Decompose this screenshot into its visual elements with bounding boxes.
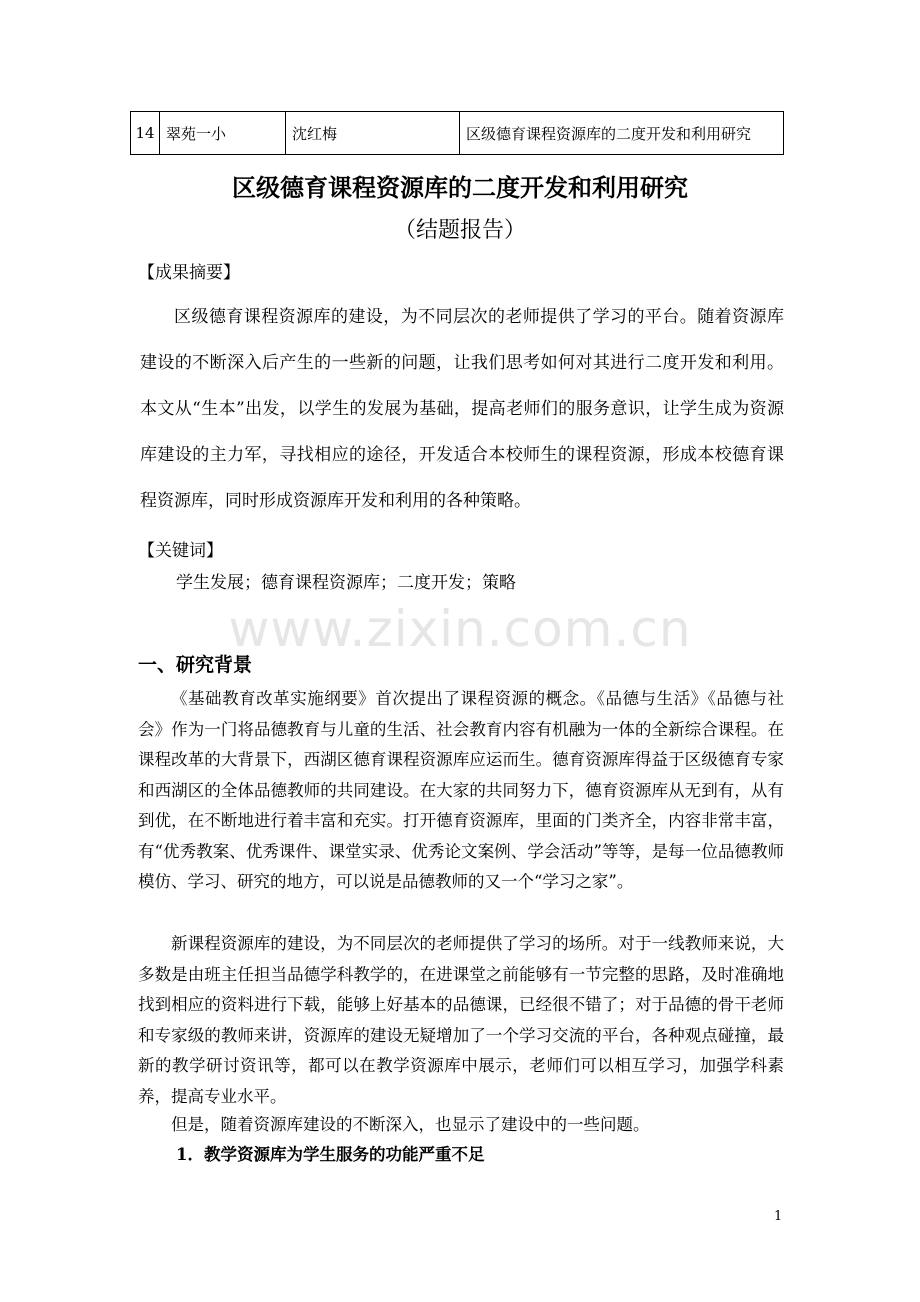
page-number: 1 xyxy=(774,1209,783,1224)
watermark: www.zixin.com.cn xyxy=(228,600,692,658)
topic-cell: 区级德育课程资源库的二度开发和利用研究 xyxy=(460,112,784,155)
paragraph-2: 新课程资源库的建设，为不同层次的老师提供了学习的场所。对于一线教师来说，大多数是由班主任担当品德学科教学的，在进课堂之前能够有一节完整的思路，及时准确地找到相应的资料进行下载，能够上好基本的品德课，已经很不错了；对于品德的骨干老师和专家级的教师来讲，资源库的建设无疑增加了一个学习交流的平台，各种观点碰撞，最新的教学研讨资讯等，都可以在教学资源库中展示，老师们可以相互学习，加强学科素养，提高专业水平。 xyxy=(138,934,784,1106)
report-subtitle: （结题报告） xyxy=(393,218,526,243)
abstract-label: 【成果摘要】 xyxy=(138,263,240,283)
abstract-text: 区级德育课程资源库的建设，为不同层次的老师提供了学习的平台。随着资源库建设的不断深入后产生的一些新的问题，让我们思考如何对其进行二度开发和利用。本文从“生本”出发，以学生的发展为基础，提高老师们的服务意识，让学生成为资源库建设的主力军，寻找相应的途径，开发适合本校师生的课程资源，形成本校德育课程资源库，同时形成资源库开发和利用的各种策略。 xyxy=(140,307,784,511)
project-number-cell: 14 xyxy=(131,112,160,155)
section-heading-background: 一、研究背景 xyxy=(138,654,253,676)
table-row xyxy=(131,112,784,155)
paragraph-1: 《基础教育改革实施纲要》首次提出了课程资源的概念。《品德与生活》《品德与社会》作为一门将品德教育与儿童的生活、社会教育内容有机融为一体的全新综合课程。在课程改革的大背景下，西湖区德育课程资源库应运而生。德育资源库得益于区级德育专家和西湖区的全体品德教师的共同建设。在大家的共同努力下，德育资源库从无到有，从有到优，在不断地进行着丰富和充实。打开德育资源库，里面的门类齐全，内容非常丰富，有“优秀教案、优秀课件、课堂实录、优秀论文案例、学会活动”等等，是每一位品德教师模仿、学习、研究的地方，可以说是品德教师的又一个“学习之家”。 xyxy=(138,689,784,891)
report-title: 区级德育课程资源库的二度开发和利用研究 xyxy=(232,174,688,202)
paragraph-3: 但是，随着资源库建设的不断深入，也显示了建设中的一些问题。 xyxy=(171,1115,650,1134)
keywords-label: 【关键词】 xyxy=(138,541,223,561)
school-cell: 翠苑一小 xyxy=(160,112,286,155)
author-cell: 沈红梅 xyxy=(286,112,460,155)
subheading-1: 1．教学资源库为学生服务的功能严重不足 xyxy=(176,1145,485,1164)
keywords-text: 学生发展；德育课程资源库；二度开发；策略 xyxy=(176,573,516,593)
project-info-table xyxy=(130,111,784,155)
